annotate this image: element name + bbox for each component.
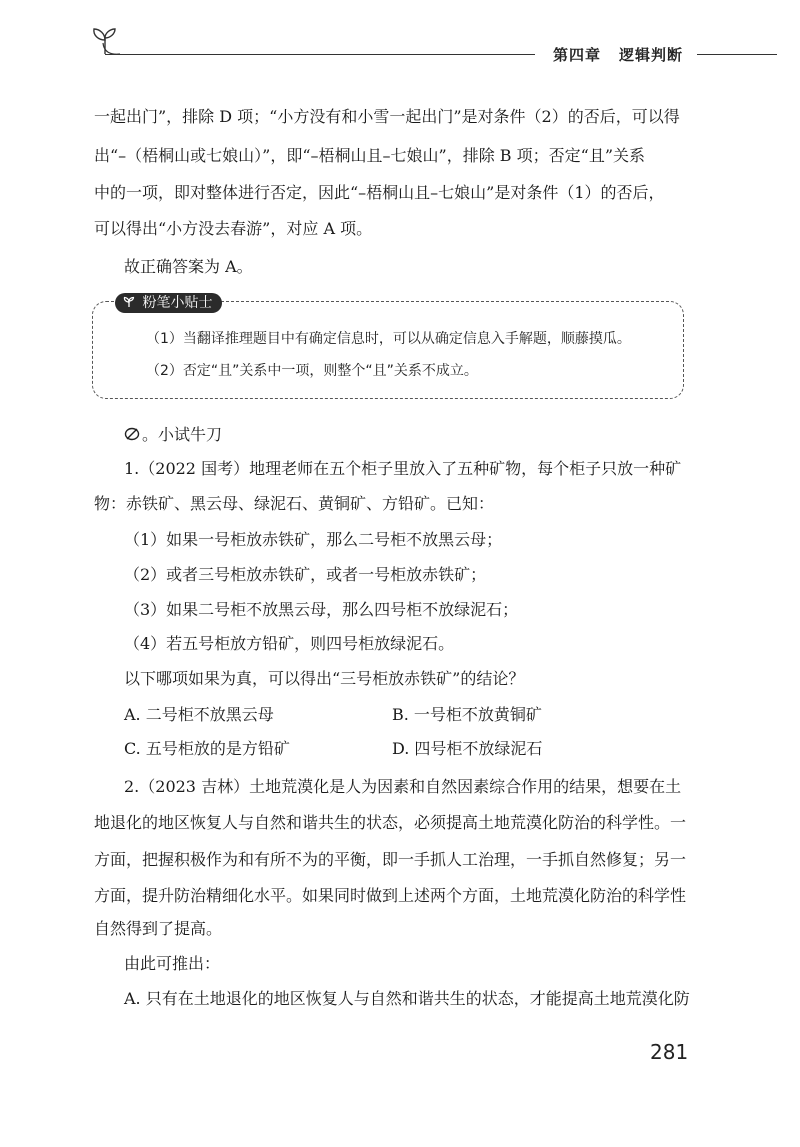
chapter-heading (553, 44, 683, 65)
q1-condition-3: （3）如果二号柜不放黑云母，那么四号柜不放绿泥石； (124, 600, 519, 619)
section-title: 。小试牛刀 (142, 425, 223, 444)
chapter-title: 逻辑判断 (619, 46, 684, 64)
q1-condition-4: （4）若五号柜放方铅矿，则四号柜放绿泥石。 (124, 634, 455, 653)
q1-question: 以下哪项如果为真，可以得出“三号柜放赤铁矿”的结论？ (124, 669, 525, 688)
q1-option-a: A. 二号柜不放黑云母 (124, 705, 274, 724)
q2-line-4: 方面，提升防治精细化水平。如果同时做到上述两个方面，土地荒漠化防治的科学性 (94, 886, 687, 905)
slash-circle-icon (124, 427, 140, 441)
q1-option-b: B. 一号柜不放黄铜矿 (392, 705, 542, 724)
tip-label-text: 粉笔小贴士 (142, 295, 213, 311)
header-rule (105, 54, 535, 55)
q1-condition-2: （2）或者三号柜放赤铁矿，或者一号柜放赤铁矿； (124, 565, 487, 584)
header-curve (100, 40, 140, 60)
q2-line-2: 地退化的地区恢复人与自然和谐共生的状态，必须提高土地荒漠化防治的科学性。一 (94, 813, 687, 832)
body-line-3: 中的一项，即对整体进行否定，因此“–梧桐山且–七娘山”是对条件（1）的否后， (94, 183, 665, 202)
tip-box (92, 301, 684, 399)
chapter-number: 第四章 (553, 46, 602, 64)
q1-condition-1: （1）如果一号柜放赤铁矿，那么二号柜不放黑云母； (124, 530, 503, 549)
body-line-4: 可以得出“小方没去春游”，对应 A 项。 (94, 219, 373, 238)
section-heading (124, 422, 222, 445)
q2-line-1: 2.（2023 吉林）土地荒漠化是人为因素和自然因素综合作用的结果，想要在土 (124, 777, 682, 796)
header-rule-right (697, 54, 777, 55)
sprout-icon (123, 295, 139, 311)
q2-line-5: 自然得到了提高。 (94, 919, 223, 938)
q2-line-3: 方面，把握积极作为和有所不为的平衡，即一手抓人工治理，一手抓自然修复；另一 (94, 850, 687, 869)
body-line-1: 一起出门”，排除 D 项；“小方没有和小雪一起出门”是对条件（2）的否后，可以得 (94, 107, 680, 126)
q1-stem-2: 物：赤铁矿、黑云母、绿泥石、黄铜矿、方铅矿。已知： (94, 494, 495, 513)
body-line-2: 出“–（梧桐山或七娘山）”，即“–梧桐山且–七娘山”，排除 B 项；否定“且”关系 (94, 146, 646, 165)
tip-item-1: （1）当翻译推理题目中有确定信息时，可以从确定信息入手解题，顺藤摸瓜。 (146, 331, 631, 347)
tip-label (115, 293, 222, 313)
q1-stem-1: 1.（2022 国考）地理老师在五个柜子里放入了五种矿物，每个柜子只放一种矿 (124, 459, 682, 478)
answer-line: 故正确答案为 A。 (124, 257, 253, 276)
q2-line-6: 由此可推出： (124, 954, 221, 973)
q1-option-d: D. 四号柜不放绿泥石 (392, 739, 543, 758)
q2-option-a: A. 只有在土地退化的地区恢复人与自然和谐共生的状态，才能提高土地荒漠化防 (124, 989, 690, 1008)
page-number: 281 (650, 1040, 689, 1064)
q1-option-c: C. 五号柜放的是方铅矿 (124, 739, 290, 758)
tip-item-2: （2）否定“且”关系中一项，则整个“且”关系不成立。 (146, 363, 478, 379)
